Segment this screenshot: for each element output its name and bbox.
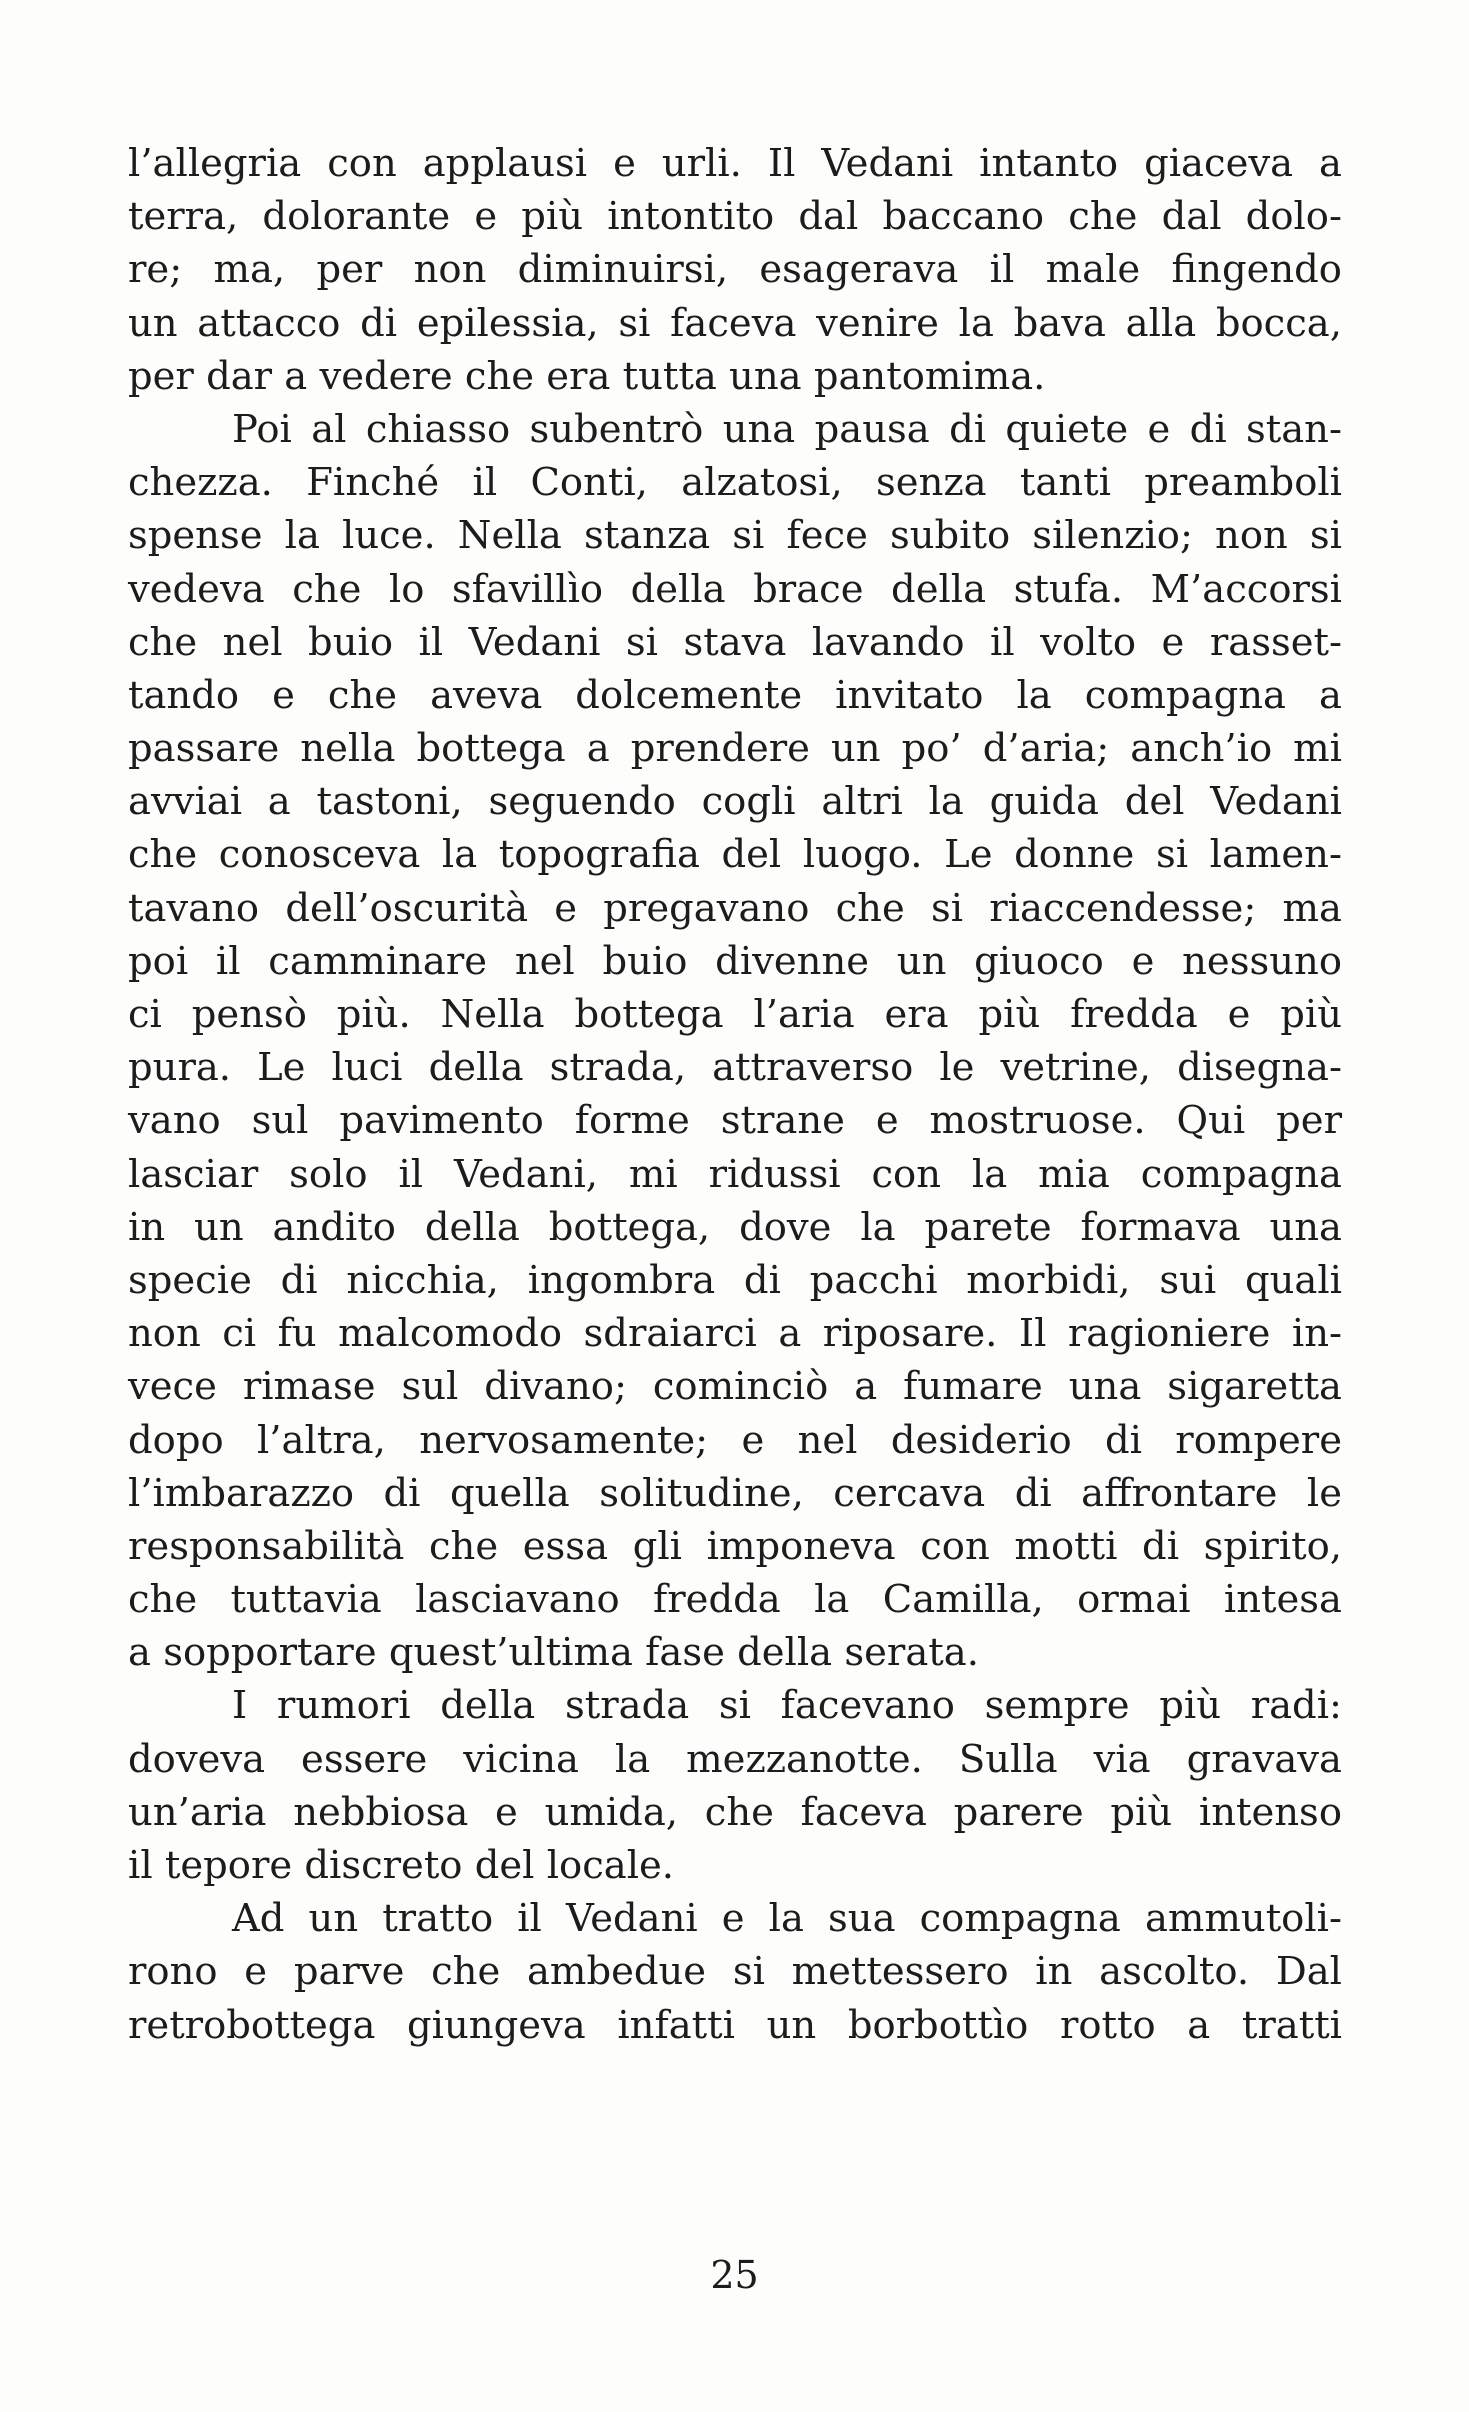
paragraph: [128, 1892, 1342, 2052]
text-line: vece rimase sul divano; cominciò a fumare una sigaretta: [128, 1364, 1342, 1410]
text-line: pura. Le luci della strada, attraverso le vetrine, disegna-: [128, 1045, 1342, 1091]
text-line: ci pensò più. Nella bottega l’aria era più fredda e più: [128, 992, 1342, 1037]
text-line: non ci fu malcomodo sdraiarci a riposare. Il ragioniere in-: [128, 1311, 1342, 1357]
text-line: spense la luce. Nella stanza si fece subito silenzio; non si: [128, 513, 1342, 559]
text-line: vano sul pavimento forme strane e mostruose. Qui per: [128, 1098, 1342, 1144]
text-line: un’aria nebbiosa e umida, che faceva parere più intenso: [128, 1789, 1342, 1835]
text-line: re; ma, per non diminuirsi, esagerava il male fingendo: [128, 247, 1342, 293]
paragraph: [128, 403, 1342, 1680]
text-line: Ad un tratto il Vedani e la sua compagna ammutoli-: [232, 1896, 1342, 1942]
text-line: vedeva che lo sfavillìo della brace della stufa. M’accorsi: [128, 566, 1342, 612]
text-line: tavano dell’oscurità e pregavano che si riaccendesse; ma: [128, 885, 1342, 931]
text-line: a sopportare quest’ultima fase della serata.: [128, 1630, 979, 1676]
page-number: 25: [710, 2253, 759, 2297]
text-line: un attacco di epilessia, si faceva venire la bava alla bocca,: [128, 300, 1342, 346]
text-line: responsabilità che essa gli imponeva con motti di spirito,: [128, 1523, 1342, 1569]
text-line: il tepore discreto del locale.: [128, 1843, 675, 1888]
paragraph: [128, 137, 1342, 403]
text-line: in un andito della bottega, dove la parete formava una: [128, 1204, 1342, 1250]
text-line: specie di nicchia, ingombra di pacchi morbidi, sui quali: [128, 1257, 1342, 1303]
text-line: terra, dolorante e più intontito dal baccano che dal dolo-: [128, 194, 1342, 240]
text-line: che nel buio il Vedani si stava lavando il volto e rasset-: [128, 619, 1342, 665]
text-line: passare nella bottega a prendere un po’ d’aria; anch’io mi: [128, 726, 1342, 772]
text-line: I rumori della strada si facevano sempre più radi:: [232, 1683, 1342, 1729]
body-text: [128, 137, 1342, 2052]
text-line: chezza. Finché il Conti, alzatosi, senza tanti preamboli: [128, 460, 1342, 506]
text-line: Poi al chiasso subentrò una pausa di quiete e di stan-: [232, 406, 1342, 452]
text-line: lasciar solo il Vedani, mi ridussi con la mia compagna: [128, 1151, 1342, 1197]
text-line: l’imbarazzo di quella solitudine, cercava di affrontare le: [128, 1470, 1342, 1516]
text-line: l’allegria con applausi e urli. Il Vedani intanto giaceva a: [128, 141, 1342, 186]
text-line: che tuttavia lasciavano fredda la Camilla, ormai intesa: [128, 1577, 1342, 1623]
text-line: rono e parve che ambedue si mettessero in ascolto. Dal: [128, 1949, 1342, 1995]
paragraph: [128, 1679, 1342, 1892]
text-line: retrobottega giungeva infatti un borbottìo rotto a tratti: [128, 2002, 1342, 2048]
text-line: doveva essere vicina la mezzanotte. Sulla via gravava: [128, 1736, 1342, 1782]
text-line: poi il camminare nel buio divenne un giuoco e nessuno: [128, 938, 1342, 984]
text-line: avviai a tastoni, seguendo cogli altri la guida del Vedani: [128, 779, 1342, 825]
text-line: tando e che aveva dolcemente invitato la compagna a: [128, 672, 1342, 718]
text-line: dopo l’altra, nervosamente; e nel desiderio di rompere: [128, 1417, 1342, 1463]
text-line: che conosceva la topografia del luogo. Le donne si lamen-: [128, 832, 1342, 878]
text-line: per dar a vedere che era tutta una pantomima.: [128, 353, 1046, 399]
